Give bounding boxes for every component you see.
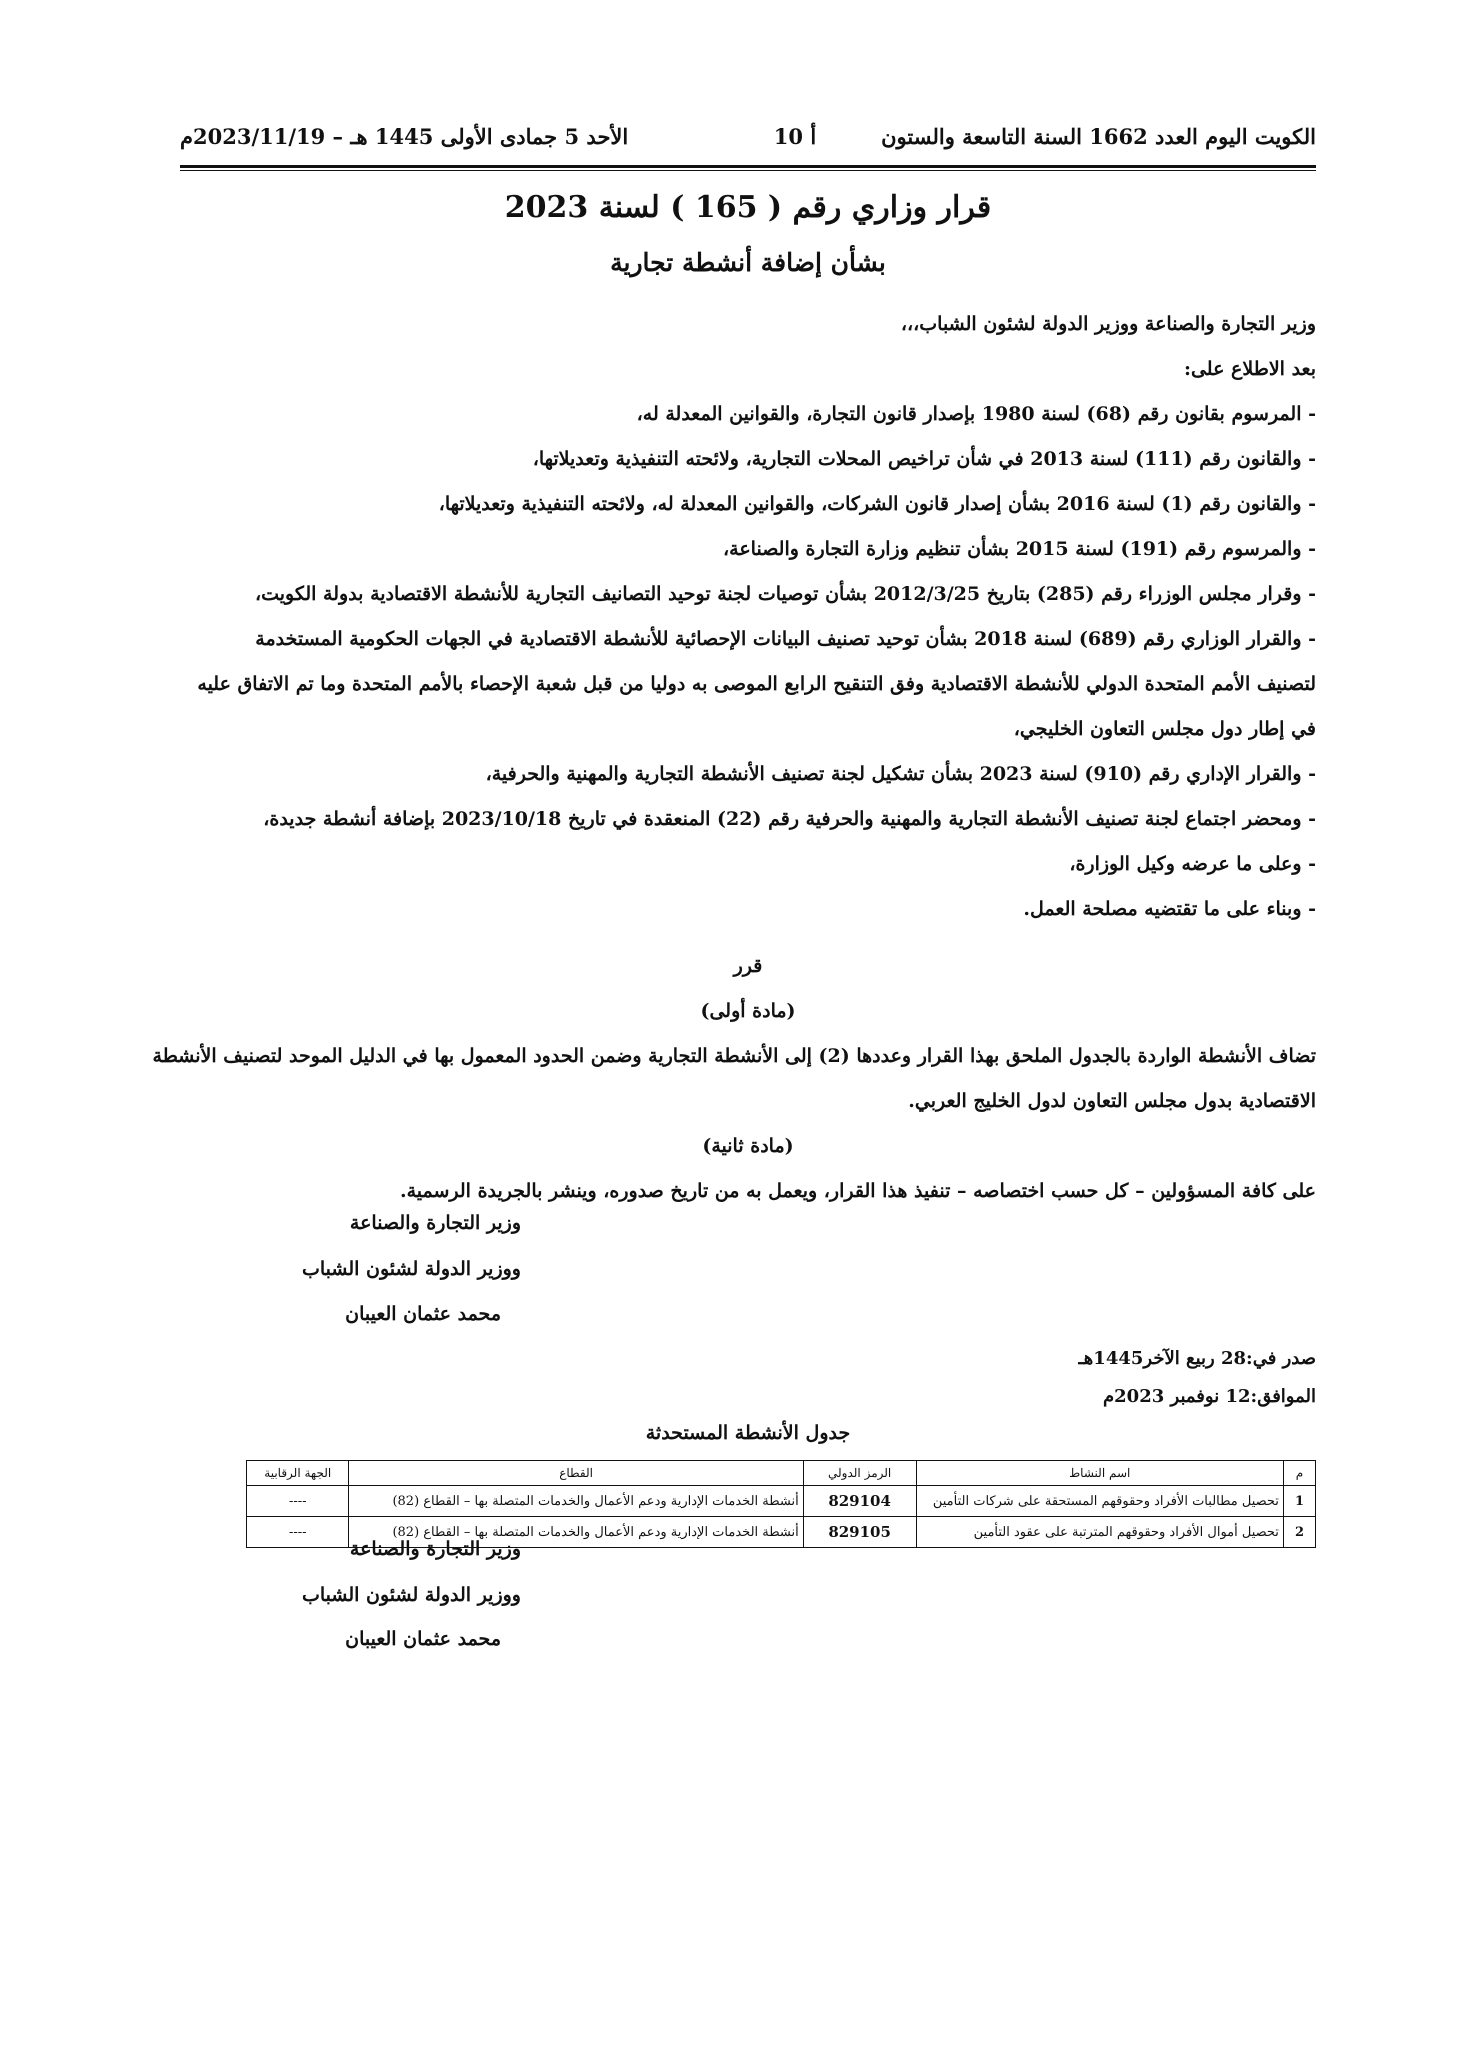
clause-8: - ومحضر اجتماع لجنة تصنيف الأنشطة التجارية والمهنية والحرفية رقم (22) المنعقدة في تاريخ 2023/10/18 بإضافة أنشطة جديدة،: [263, 808, 1316, 830]
cell-authority: ----: [247, 1486, 349, 1517]
header-page-number: أ 10: [773, 124, 817, 149]
col-header-m: م: [1283, 1461, 1315, 1486]
clause-7: - والقرار الإداري رقم (910) لسنة 2023 بشأن تشكيل لجنة تصنيف الأنشطة التجارية والمهنية والحرفية،: [485, 763, 1316, 785]
clause-4: - والمرسوم رقم (191) لسنة 2015 بشأن تنظيم وزارة التجارة والصناعة،: [723, 538, 1316, 560]
clause-5: - وقرار مجلس الوزراء رقم (285) بتاريخ 2012/3/25 بشأن توصيات لجنة توحيد التصانيف التجارية للأنشطة الاقتصادية بدولة الكويت،: [254, 583, 1316, 605]
decision-title: قرار وزاري رقم ( 165 ) لسنة 2023: [504, 190, 992, 225]
clause-2: - والقانون رقم (111) لسنة 2013 في شأن تراخيص المحلات التجارية، ولائحته التنفيذية وتعديلاتها،: [532, 448, 1316, 470]
clause-6-line-1: - والقرار الوزاري رقم (689) لسنة 2018 بشأن توحيد تصنيف البيانات الإحصائية للأنشطة الاقتصادية في الجهات الحكومية المستخدمة: [255, 628, 1316, 650]
signature-title-2: ووزير الدولة لشئون الشباب: [301, 1258, 521, 1280]
after-review-line: بعد الاطلاع على:: [1183, 358, 1316, 380]
article-1-line-1: تضاف الأنشطة الواردة بالجدول الملحق بهذا القرار وعددها (2) إلى الأنشطة التجارية وضمن الحدود المعمول بها في الدليل الموحد لتصنيف الأنشطة: [152, 1045, 1316, 1067]
signature2-name: محمد عثمان العيبان: [345, 1628, 501, 1650]
cell-m: 2: [1283, 1517, 1315, 1548]
table-header-row: [247, 1461, 1316, 1486]
clause-10: - وبناء على ما تقتضيه مصلحة العمل.: [1023, 898, 1316, 920]
cell-sector: أنشطة الخدمات الإدارية ودعم الأعمال والخدمات المتصلة بها – القطاع (82): [349, 1486, 803, 1517]
page-header: [180, 120, 1316, 160]
cell-name: تحصيل أموال الأفراد وحقوقهم المترتبة على عقود التأمين: [916, 1517, 1283, 1548]
signature-name: محمد عثمان العيبان: [345, 1303, 501, 1325]
signature2-title-1: وزير التجارة والصناعة: [349, 1538, 521, 1560]
table-row: [247, 1486, 1316, 1517]
cell-m: 1: [1283, 1486, 1315, 1517]
activities-table-title: جدول الأنشطة المستحدثة: [645, 1422, 851, 1444]
intro-line: وزير التجارة والصناعة ووزير الدولة لشئون الشباب،،،: [900, 313, 1316, 335]
col-header-sector: القطاع: [349, 1461, 803, 1486]
signature2-title-2: ووزير الدولة لشئون الشباب: [301, 1584, 521, 1606]
col-header-code: الرمز الدولي: [803, 1461, 916, 1486]
cell-code: 829104: [803, 1486, 916, 1517]
clause-3: - والقانون رقم (1) لسنة 2016 بشأن إصدار قانون الشركات، والقوانين المعدلة له، ولائحته التنفيذية وتعديلاتها،: [438, 493, 1316, 515]
gazette-page: [152, 0, 1316, 2067]
signature-title-1: وزير التجارة والصناعة: [349, 1212, 521, 1234]
article-1-line-2: الاقتصادية بدول مجلس التعاون لدول الخليج العربي.: [908, 1090, 1316, 1112]
activities-table: [246, 1460, 1316, 1548]
article-2-text: على كافة المسؤولين – كل حسب اختصاصه – تنفيذ هذا القرار، ويعمل به من تاريخ صدوره، وينشر بالجريدة الرسمية.: [399, 1180, 1316, 1202]
header-date: الأحد 5 جمادى الأولى 1445 هـ – 2023/11/19م: [180, 124, 629, 149]
cell-code: 829105: [803, 1517, 916, 1548]
cell-name: تحصيل مطالبات الأفراد وحقوقهم المستحقة على شركات التأمين: [916, 1486, 1283, 1517]
decision-subtitle: بشأن إضافة أنشطة تجارية: [610, 248, 886, 277]
col-header-name: اسم النشاط: [916, 1461, 1283, 1486]
clause-6-line-3: في إطار دول مجلس التعاون الخليجي،: [1013, 718, 1316, 740]
clause-6-line-2: لتصنيف الأمم المتحدة الدولي للأنشطة الاقتصادية وفق التنقيح الرابع الموصى به دوليا من قبل شعبة الإحصاء بالأمم المتحدة وما تم الاتفاق عليه: [197, 673, 1316, 695]
cell-authority: ----: [247, 1517, 349, 1548]
cell-sector: أنشطة الخدمات الإدارية ودعم الأعمال والخدمات المتصلة بها – القطاع (82): [349, 1517, 803, 1548]
article-2-heading: (مادة ثانية): [702, 1135, 794, 1157]
issued-gregorian-date: الموافق:12 نوفمبر 2023م: [1103, 1386, 1316, 1407]
decided-heading: قرر: [733, 955, 763, 977]
header-divider-thin: [180, 170, 1316, 171]
decision-body: [152, 302, 1316, 1214]
clause-1: - المرسوم بقانون رقم (68) لسنة 1980 بإصدار قانون التجارة، والقوانين المعدلة له،: [636, 403, 1316, 425]
article-1-heading: (مادة أولى): [700, 1000, 796, 1022]
clause-9: - وعلى ما عرضه وكيل الوزارة،: [1069, 853, 1316, 875]
header-divider: [180, 165, 1316, 168]
issued-hijri-date: صدر في:28 ربيع الآخر1445هـ: [1078, 1348, 1316, 1369]
col-header-authority: الجهة الرقابية: [247, 1461, 349, 1486]
header-issue-info: الكويت اليوم العدد 1662 السنة التاسعة والستون: [881, 124, 1316, 149]
